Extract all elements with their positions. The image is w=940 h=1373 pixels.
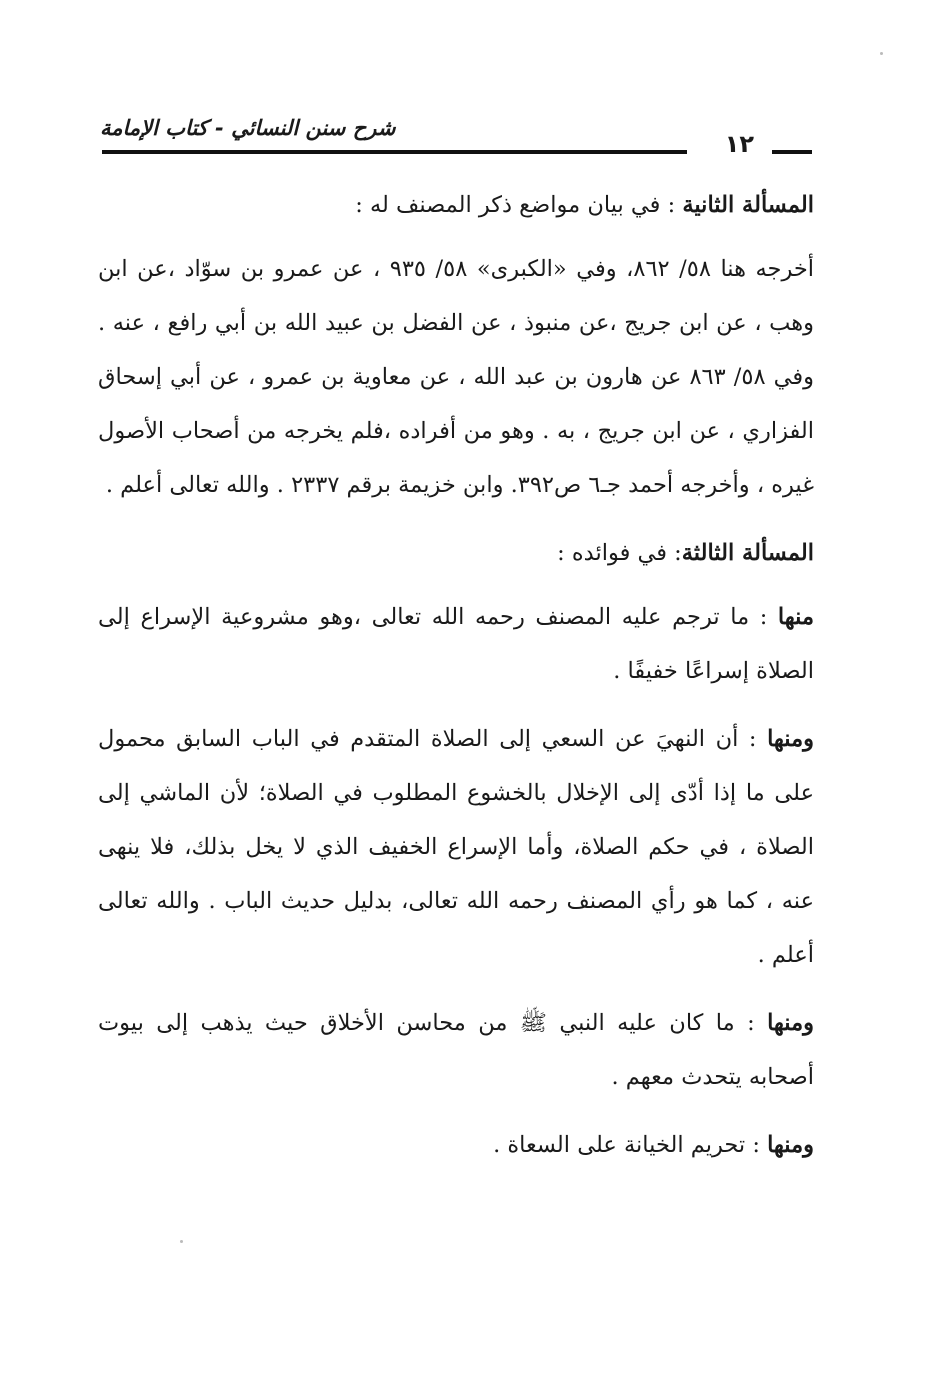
benefit-text: : ما كان عليه النبي ﷺ من محاسن الأخلاق حيث يذهب إلى بيوت أصحابه يتحدث معهم .: [98, 1010, 814, 1090]
book-title: شرح سنن النسائي - كتاب الإمامة: [100, 116, 396, 140]
benefit-text: : أن النهيَ عن السعي إلى الصلاة المتقدم في الباب السابق محمول على ما إذا أدّى إلى الإخلال بالخشوع المطلوب في الصلاة؛ لأن الماشي إلى الصلاة ، في حكم الصلاة، وأما الإسراع الخفيف الذي لا يخل بذلك، فلا ينهى عنه ، كما هو رأي المصنف رحمه الله تعالى، بدليل حديث الباب . والله تعالى أعلم .: [98, 726, 814, 968]
page-body: [98, 178, 814, 1186]
benefit-label: ومنها: [767, 1010, 814, 1036]
header-rule: [102, 150, 687, 154]
heading-third-issue: [98, 526, 814, 580]
benefit-paragraph: [98, 996, 814, 1104]
benefit-paragraph: [98, 1118, 814, 1172]
page-number-dash: [772, 150, 812, 154]
benefit-paragraph: [98, 590, 814, 698]
issue-text: : في فوائده :: [557, 540, 682, 566]
issue-text: : في بيان مواضع ذكر المصنف له :: [355, 192, 683, 218]
benefit-label: ومنها: [767, 726, 814, 752]
page-number: ١٢: [724, 130, 754, 158]
benefit-text: : ما ترجم عليه المصنف رحمه الله تعالى ،وهو مشروعية الإسراع إلى الصلاة إسراعًا خفيفًا .: [98, 604, 814, 684]
benefit-paragraph: [98, 712, 814, 982]
benefit-text: : تحريم الخيانة على السعاة .: [493, 1132, 768, 1158]
benefit-label: منها: [777, 604, 814, 630]
issue-label: المسألة الثالثة: [681, 540, 814, 566]
running-header: [100, 112, 812, 160]
scan-speck: [180, 1240, 183, 1243]
scan-speck: [880, 52, 883, 55]
takhrij-text: أخرجه هنا ٥٨/ ٨٦٢، وفي «الكبرى» ٥٨/ ٩٣٥ ، عن عمرو بن سوّاد ،عن ابن وهب ، عن ابن جريج ،عن منبوذ ، عن الفضل بن عبيد الله بن أبي رافع ، عنه . وفي ٥٨/ ٨٦٣ عن هارون بن عبد الله ، عن معاوية بن عمرو ، عن أبي إسحاق الفزاري ، عن ابن جريج ، به . وهو من أفراده ،فلم يخرجه من أصحاب الأصول غيره ، وأخرجه أحمد جـ٦ ص٣٩٢. وابن خزيمة برقم ٢٣٣٧ . والله تعالى أعلم .: [98, 256, 815, 498]
heading-second-issue: [98, 178, 814, 232]
issue-label: المسألة الثانية: [682, 192, 814, 218]
benefit-label: ومنها: [767, 1132, 814, 1158]
takhrij-paragraph: [98, 242, 814, 512]
